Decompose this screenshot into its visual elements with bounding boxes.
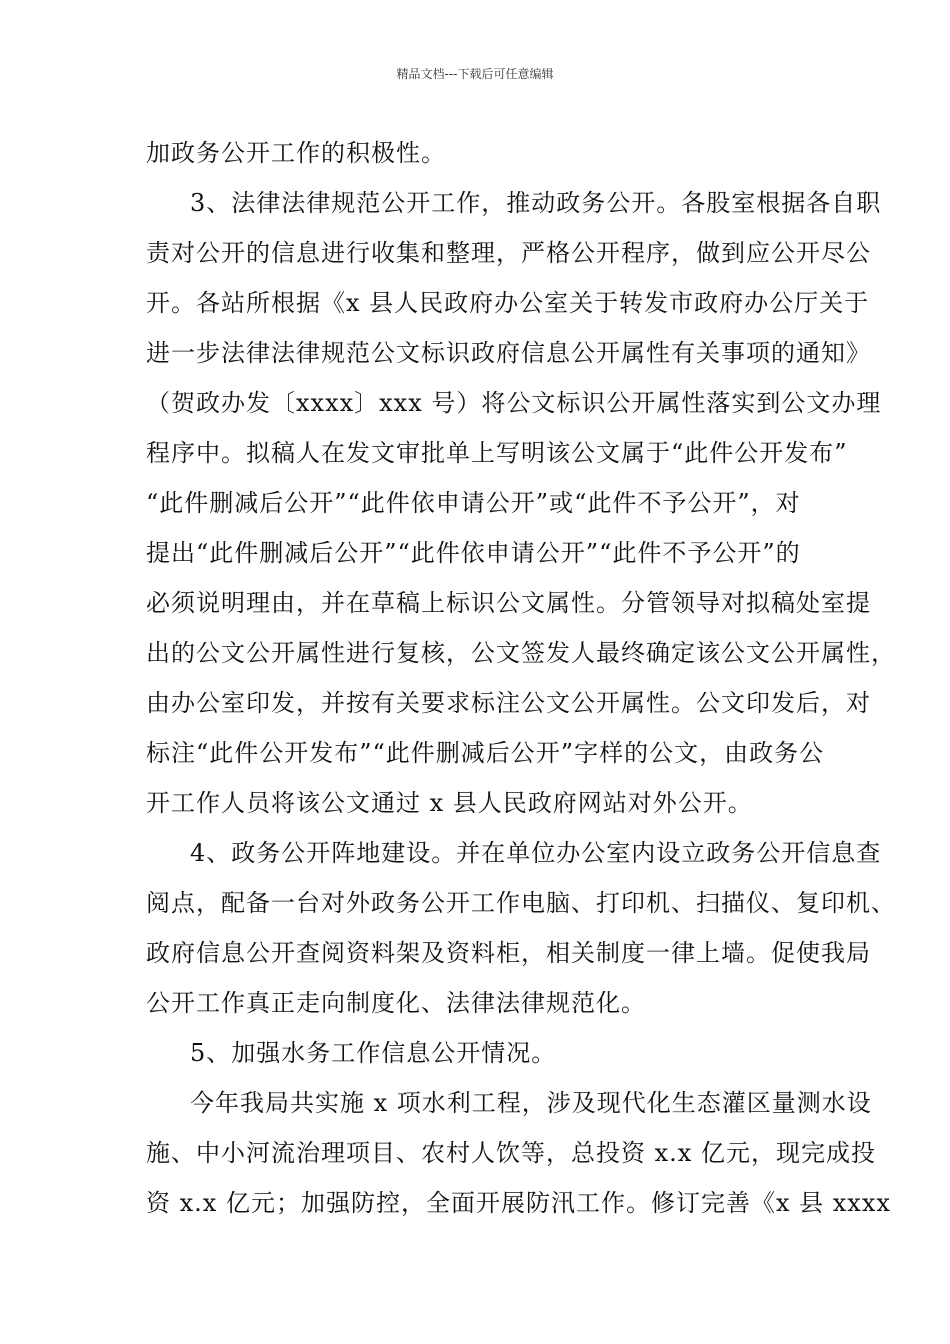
body-text [146, 128, 896, 1228]
page-header: 精品文档---下载后可任意编辑 [396, 67, 554, 81]
text-line: 政府信息公开查阅资料架及资料柜，相关制度一律上墙。促使我局 [146, 939, 871, 967]
text-line: 提出“此件删减后公开”“此件依申请公开”“此件不予公开”的 [146, 539, 801, 567]
paragraph-5-start: 5、加强水务工作信息公开情况。 [190, 1039, 557, 1067]
text-line: 公开工作真正走向制度化、法律法律规范化。 [146, 989, 646, 1017]
text-line: 出的公文公开属性进行复核，公文签发人最终确定该公文公开属性， [146, 639, 896, 667]
text-line: 资 x.x 亿元；加强防控，全面开展防汛工作。修订完善《x 县 xxxx [146, 1189, 891, 1217]
paragraph-6-start: 今年我局共实施 x 项水利工程，涉及现代化生态灌区量测水设 [190, 1089, 872, 1117]
text-line: 阅点，配备一台对外政务公开工作电脑、打印机、扫描仪、复印机、 [146, 889, 896, 917]
text-line: 加政务公开工作的积极性。 [146, 139, 446, 167]
paragraph-3-start: 3、法律法律规范公开工作，推动政务公开。各股室根据各自职 [190, 189, 882, 217]
text-line: “此件删减后公开”“此件依申请公开”或“此件不予公开”，对 [146, 489, 801, 517]
text-line: 进一步法律法律规范公文标识政府信息公开属性有关事项的通知》 [146, 339, 871, 367]
text-line: 标注“此件公开发布”“此件删减后公开”字样的公文，由政务公 [146, 739, 825, 767]
text-line: 开。各站所根据《x 县人民政府办公室关于转发市政府办公厅关于 [146, 289, 870, 317]
text-line: 责对公开的信息进行收集和整理，严格公开程序，做到应公开尽公 [146, 239, 871, 267]
paragraph-4-start: 4、政务公开阵地建设。并在单位办公室内设立政务公开信息查 [190, 839, 882, 867]
text-line: 由办公室印发，并按有关要求标注公文公开属性。公文印发后，对 [146, 689, 871, 717]
text-line: 程序中。拟稿人在发文审批单上写明该公文属于“此件公开发布” [146, 439, 848, 467]
text-line: 施、中小河流治理项目、农村人饮等，总投资 x.x 亿元，现完成投 [146, 1139, 876, 1167]
text-line: 必须说明理由，并在草稿上标识公文属性。分管领导对拟稿处室提 [146, 589, 871, 617]
text-line: 开工作人员将该公文通过 x 县人民政府网站对外公开。 [146, 789, 753, 817]
text-line: （贺政办发〔xxxx〕xxx 号）将公文标识公开属性落实到公文办理 [146, 389, 882, 417]
